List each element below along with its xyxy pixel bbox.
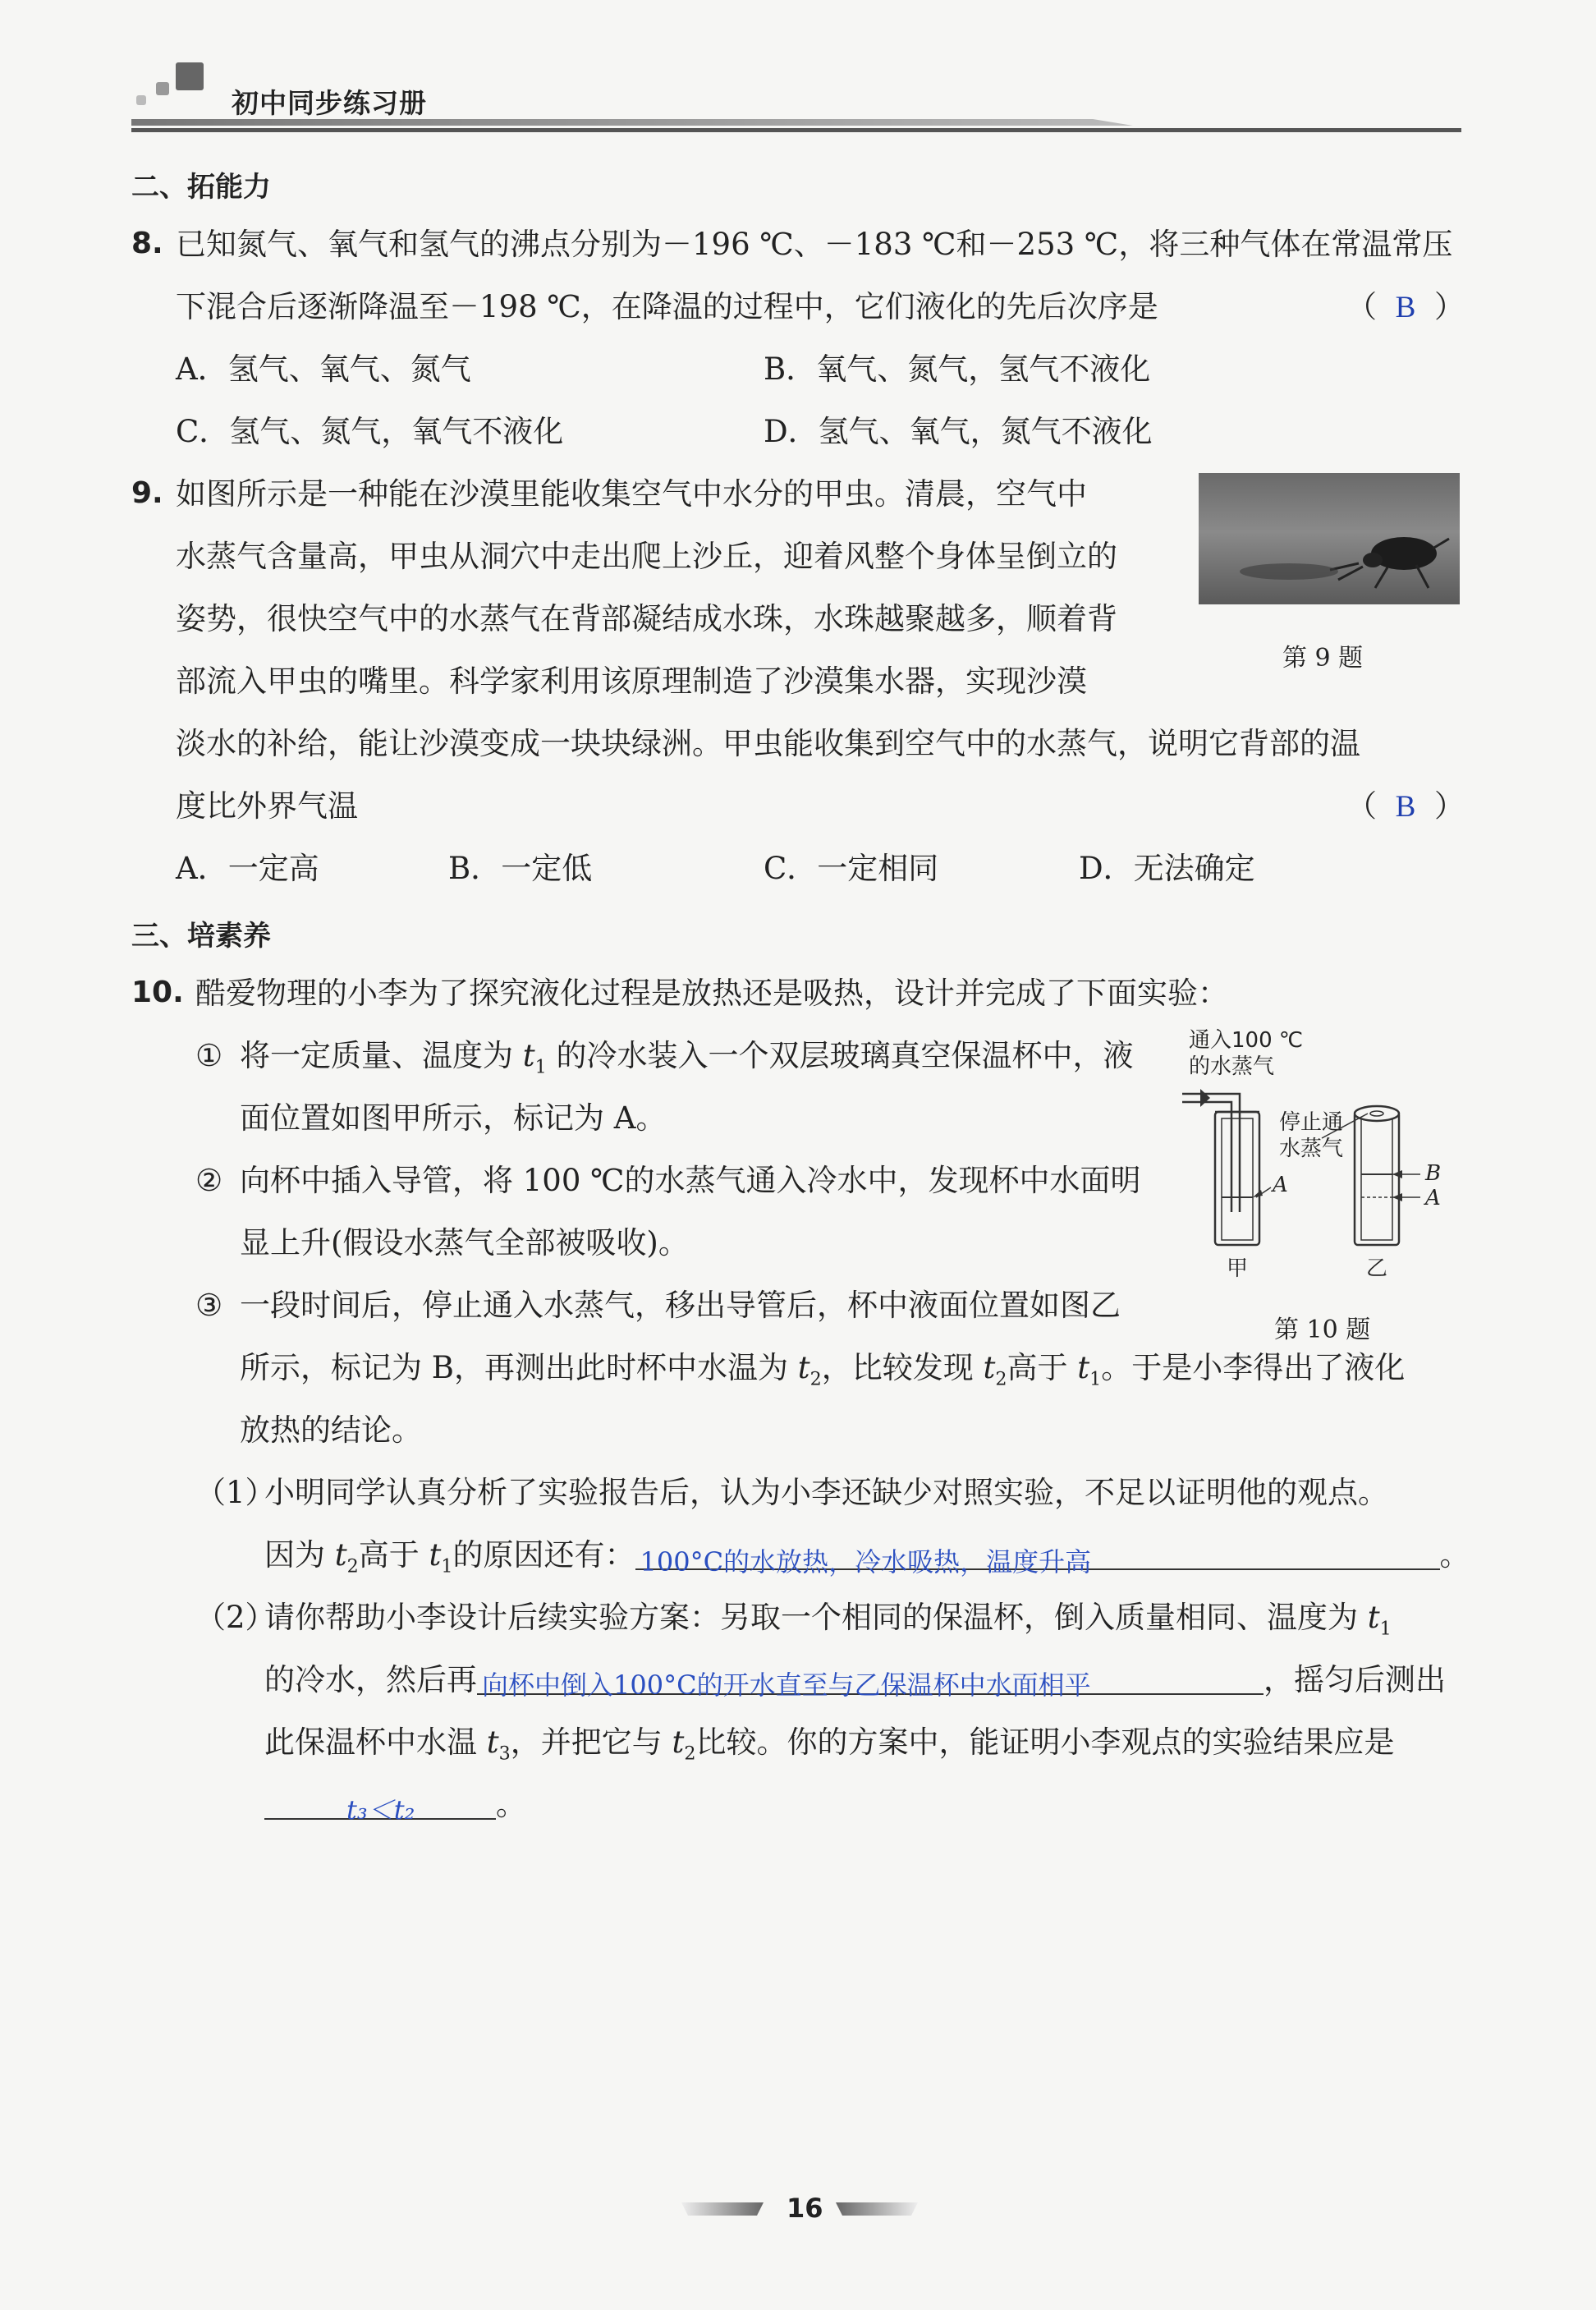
subquestion-text (264, 1774, 526, 1836)
question-number: 10. (131, 976, 184, 1009)
option-b: B．一定低 (448, 851, 593, 886)
step-text: 放热的结论。 (240, 1412, 422, 1448)
beetle-photo (1199, 473, 1460, 604)
text-part: 的冷水，然后再 (264, 1662, 477, 1697)
step-text-part: ，比较发现 (821, 1350, 984, 1385)
subscript: 2 (995, 1368, 1007, 1390)
option-d: D．无法确定 (1079, 851, 1255, 886)
var-t: t (797, 1350, 810, 1385)
var-t: t (1367, 1600, 1380, 1635)
step-text-part: 高于 (1007, 1350, 1078, 1385)
question-text: 如图所示是一种能在沙漠里能收集空气中水分的甲虫。清晨，空气中 (176, 476, 1087, 512)
step-text-part: 将一定质量、温度为 (240, 1038, 523, 1073)
header-rule (131, 128, 1461, 132)
text-part: 比较。你的方案中，能证明小李观点的实验结果应是 (695, 1724, 1395, 1760)
answer-choice: B (1395, 291, 1416, 324)
var-t: t (429, 1537, 442, 1573)
step-text: 一段时间后，停止通入水蒸气，移出导管后，杯中液面位置如图乙 (240, 1288, 1121, 1323)
text-part: 此保温杯中水温 (264, 1724, 487, 1760)
option-a: A．一定高 (176, 851, 319, 886)
step-text-part: 所示，标记为 B，再测出此时杯中水温为 (240, 1350, 798, 1385)
subscript: 3 (498, 1743, 511, 1765)
fig-label-a: A (1425, 1186, 1441, 1210)
subscript: 2 (684, 1743, 696, 1765)
fig-label-yi: 乙 (1366, 1256, 1388, 1281)
answer-bracket (1346, 775, 1465, 838)
fig-label-jia: 甲 (1227, 1256, 1249, 1281)
answer-choice: B (1395, 790, 1416, 824)
section-title: 三、培素养 (131, 920, 271, 953)
question-text: 淡水的补给，能让沙漠变成一块块绿洲。甲虫能收集到空气中的水蒸气，说明它背部的温 (176, 726, 1360, 761)
option-c: C．一定相同 (764, 851, 939, 886)
header-decoration-square (136, 95, 146, 105)
fig-label: 水蒸气 (1279, 1137, 1344, 1161)
bracket-open: （ (1346, 788, 1377, 824)
question-text: 水蒸气含量高，甲虫从洞穴中走出爬上沙丘，迎着风整个身体呈倒立的 (176, 539, 1117, 574)
var-t: t (334, 1537, 347, 1573)
answer-bracket (1346, 276, 1465, 339)
handwritten-answer: 100°C的水放热，冷水吸热，温度升高 (640, 1546, 1092, 1578)
question-text: 下混合后逐渐降温至－198 ℃，在降温的过程中，它们液化的先后次序是 (176, 289, 1158, 324)
beetle-icon (1199, 473, 1460, 604)
header-title: 初中同步练习册 (232, 87, 427, 119)
text-part: 请你帮助小李设计后续实验方案：另取一个相同的保温杯，倒入质量相同、温度为 (264, 1600, 1368, 1635)
text-part: ，并把它与 (510, 1724, 672, 1760)
fig-label: 的水蒸气 (1189, 1054, 1275, 1079)
figure-caption: 第 9 题 (1282, 644, 1364, 673)
subscript: 1 (1089, 1368, 1102, 1390)
step-text: 面位置如图甲所示，标记为 A。 (240, 1100, 667, 1136)
figure-10 (1182, 1023, 1478, 1294)
bracket-close: ） (1434, 289, 1465, 324)
subquestion-number: （1） (195, 1475, 276, 1510)
option-a: A．氢气、氧气、氮气 (176, 351, 471, 387)
handwritten-answer: t₃＜t₂ (346, 1794, 415, 1825)
var-t: t (1077, 1350, 1090, 1385)
header-rule-accent (131, 119, 1133, 126)
subscript: 2 (809, 1368, 822, 1390)
question-number: 9. (131, 476, 163, 510)
text-part: 因为 (264, 1537, 335, 1573)
text-part: ，摇匀后测出 (1264, 1662, 1446, 1697)
text-part: 。 (496, 1787, 526, 1822)
text-part: 。 (1439, 1537, 1470, 1573)
question-text: 已知氮气、氧气和氢气的沸点分别为－196 ℃、－183 ℃和－253 ℃，将三种气体在常温常压 (176, 227, 1453, 262)
var-t: t (522, 1038, 535, 1073)
step-text-part: 。于是小李得出了液化 (1101, 1350, 1406, 1385)
fig-label-b: B (1425, 1161, 1442, 1186)
fig-label-a: A (1273, 1173, 1288, 1197)
option-c: C．氢气、氮气，氧气不液化 (176, 414, 564, 449)
option-d: D．氢气、氧气，氮气不液化 (764, 414, 1153, 449)
var-t: t (672, 1724, 685, 1760)
step-text-part: 的冷水装入一个双层玻璃真空保温杯中，液 (546, 1038, 1134, 1073)
subscript: 1 (441, 1555, 453, 1578)
answer-blank (635, 1526, 1440, 1578)
footer-decoration-right (836, 2202, 918, 2216)
subscript: 1 (1379, 1618, 1392, 1640)
handwritten-answer: 向杯中倒入100°C的开水直至与乙保温杯中水面相平 (482, 1669, 1091, 1701)
text-part: 的原因还有： (452, 1537, 635, 1573)
subquestion-number: （2） (195, 1600, 276, 1635)
text-part: 高于 (358, 1537, 429, 1573)
bracket-open: （ (1346, 289, 1377, 324)
answer-blank (264, 1775, 496, 1825)
fig-label: 停止通 (1279, 1110, 1344, 1135)
step-marker: ③ (195, 1288, 223, 1323)
subquestion-text (264, 1649, 1446, 1711)
var-t: t (486, 1724, 499, 1760)
question-text: 姿势，很快空气中的水蒸气在背部凝结成水珠，水珠越聚越多，顺着背 (176, 601, 1117, 636)
section-title: 二、拓能力 (131, 171, 271, 204)
header-decoration-square (156, 82, 169, 95)
question-number: 8. (131, 227, 163, 260)
question-text: 度比外界气温 (176, 788, 358, 824)
step-marker: ② (195, 1163, 223, 1198)
footer-decoration-left (681, 2202, 764, 2216)
subquestion-text: 小明同学认真分析了实验报告后，认为小李还缺少对照实验，不足以证明他的观点。 (264, 1475, 1388, 1510)
step-text: 向杯中插入导管，将 100 ℃的水蒸气通入冷水中，发现杯中水面明 (240, 1163, 1141, 1198)
page-number: 16 (787, 2193, 823, 2224)
question-text: 部流入甲虫的嘴里。科学家利用该原理制造了沙漠集水器，实现沙漠 (176, 664, 1087, 699)
fig-label: 通入100 ℃ (1189, 1028, 1304, 1053)
subscript: 2 (346, 1555, 359, 1578)
header-decoration-square (176, 62, 204, 90)
var-t: t (983, 1350, 996, 1385)
thermos-diagram (1182, 1023, 1478, 1270)
subscript: 1 (534, 1056, 547, 1078)
answer-blank (477, 1651, 1264, 1701)
figure-caption: 第 10 题 (1274, 1316, 1371, 1344)
question-text: 酷爱物理的小李为了探究液化过程是放热还是吸热，设计并完成了下面实验： (195, 976, 1228, 1011)
step-marker: ① (195, 1038, 223, 1073)
bracket-close: ） (1434, 788, 1465, 824)
option-b: B．氧气、氮气，氢气不液化 (764, 351, 1151, 387)
step-text: 显上升(假设水蒸气全部被吸收)。 (240, 1225, 689, 1261)
